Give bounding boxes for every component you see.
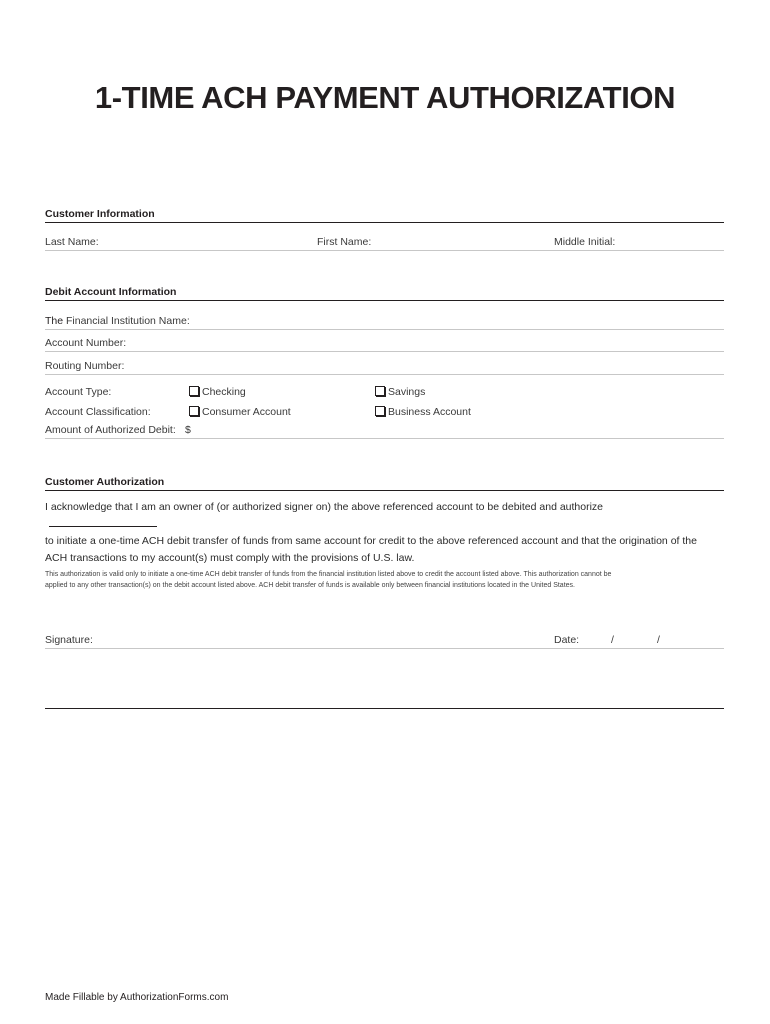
business-account-checkbox[interactable] bbox=[375, 406, 471, 418]
savings-label: Savings bbox=[388, 386, 426, 398]
signature-field[interactable]: Signature: bbox=[45, 634, 93, 646]
routing-number-label: Routing Number: bbox=[45, 360, 125, 372]
date-field[interactable]: Date: bbox=[554, 634, 580, 646]
amount-field[interactable] bbox=[45, 424, 724, 439]
amount-currency: $ bbox=[185, 424, 191, 436]
date-separator: / bbox=[611, 634, 614, 646]
fine-print bbox=[45, 569, 725, 591]
checkbox-icon bbox=[375, 406, 385, 416]
authorization-text bbox=[45, 499, 715, 567]
account-type-row bbox=[45, 386, 724, 400]
authorization-line-1: I acknowledge that I am an owner of (or authorized signer on) the above referenced account to be debited and authorize bbox=[45, 501, 604, 513]
authorization-line-3: ACH transactions to my account(s) must comply with the provisions of U.S. law. bbox=[45, 552, 415, 564]
checkbox-icon bbox=[189, 406, 199, 416]
checking-label: Checking bbox=[202, 386, 246, 398]
institution-label: Financial Institution Name: bbox=[63, 315, 190, 327]
consumer-account-label: Consumer Account bbox=[202, 406, 291, 418]
customer-name-row bbox=[45, 236, 724, 251]
last-name-field[interactable]: Last Name: bbox=[45, 236, 99, 248]
institution-name-field[interactable] bbox=[45, 315, 724, 330]
debit-account-heading: Debit Account Information bbox=[45, 286, 724, 301]
checking-checkbox[interactable] bbox=[189, 386, 246, 398]
middle-initial-field[interactable]: Middle Initial: bbox=[554, 236, 616, 248]
form-title: 1-TIME ACH PAYMENT AUTHORIZATION bbox=[94, 80, 676, 115]
amount-label: Amount of Authorized Debit: bbox=[45, 424, 176, 436]
authorized-party-field[interactable] bbox=[49, 517, 157, 527]
account-number-label: Account Number: bbox=[45, 337, 127, 349]
business-account-label: Business Account bbox=[388, 406, 471, 418]
account-number-field[interactable] bbox=[45, 337, 724, 352]
account-classification-row bbox=[45, 406, 724, 420]
fine-print-line-1: This authorization is valid only to initiate a one-time ACH debit transfer of funds from the financial institution listed above to credit the account listed above. This authorization cannot be bbox=[45, 571, 612, 578]
first-name-field[interactable]: First Name: bbox=[317, 236, 372, 248]
savings-checkbox[interactable] bbox=[375, 386, 425, 398]
consumer-account-checkbox[interactable] bbox=[189, 406, 291, 418]
date-separator: / bbox=[657, 634, 660, 646]
footer-credit: Made Fillable by AuthorizationForms.com bbox=[45, 992, 229, 1003]
signature-row bbox=[45, 634, 724, 649]
routing-number-field[interactable] bbox=[45, 360, 724, 375]
checkbox-icon bbox=[189, 386, 199, 396]
account-classification-label: Account Classification: bbox=[45, 406, 151, 418]
authorization-line-2: to initiate a one-time ACH debit transfer of funds from same account for credit to the above referenced account and that the origination of the bbox=[45, 535, 697, 547]
checkbox-icon bbox=[375, 386, 385, 396]
customer-authorization-heading: Customer Authorization bbox=[45, 476, 724, 491]
customer-info-heading: Customer Information bbox=[45, 208, 724, 223]
institution-prefix: The bbox=[45, 315, 64, 327]
fine-print-line-2: applied to any other transaction(s) on the debit account listed above. ACH debit transfer of funds is available only between financial institutions located in the United States. bbox=[45, 582, 575, 589]
account-type-label: Account Type: bbox=[45, 386, 112, 398]
bottom-divider bbox=[45, 708, 724, 709]
